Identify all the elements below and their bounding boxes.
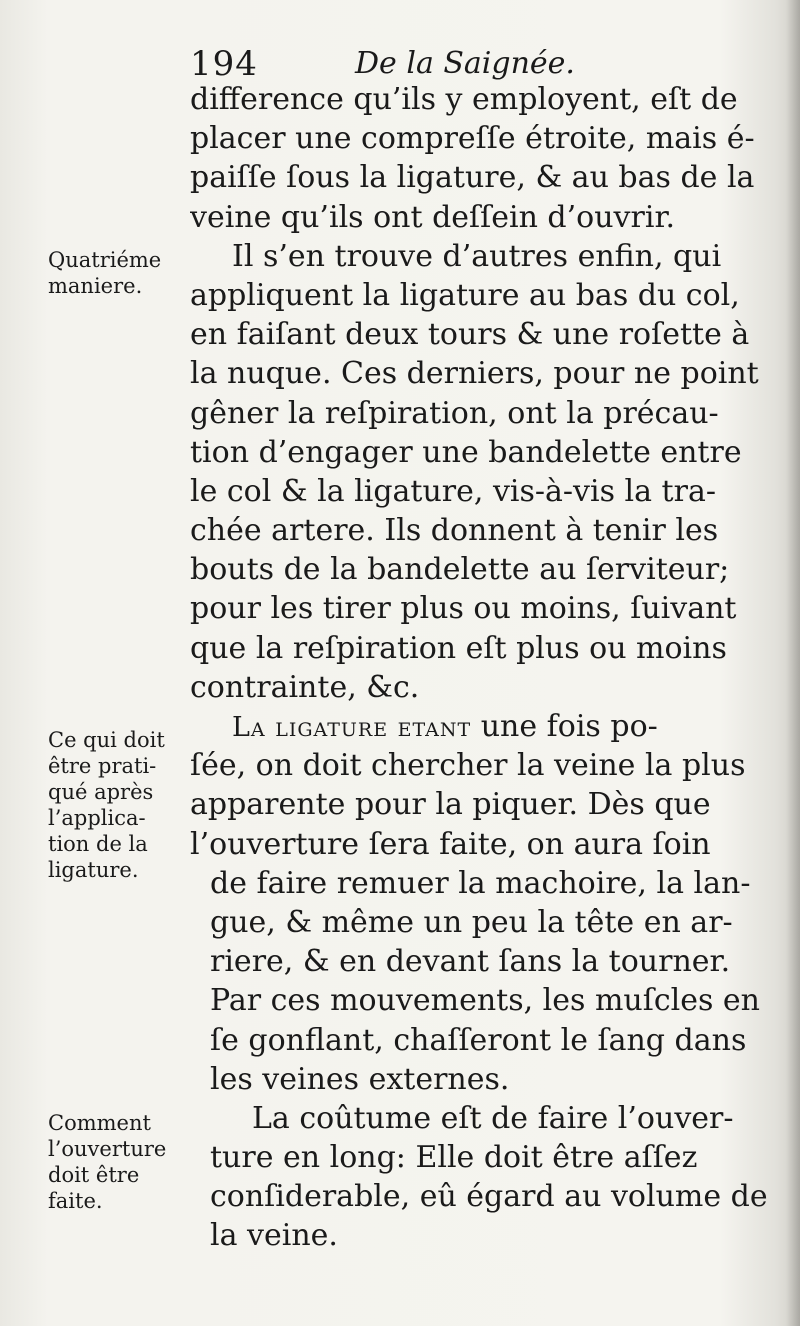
text-line: tion d’engager une bandelette entre: [190, 434, 742, 470]
text-line: gue, & même un peu la tête en ar-: [210, 904, 733, 940]
text-line: ſe gonflant, chaſſeront le ſang dans: [210, 1022, 747, 1058]
margin-note-line: faite.: [48, 1189, 103, 1213]
text-line: Par ces mouvements, les muſcles en: [210, 983, 760, 1019]
margin-note-line: l’applica-: [48, 806, 146, 830]
text-line: chée artere. Ils donnent à tenir les: [190, 513, 719, 549]
margin-note-line: doit être: [48, 1163, 140, 1187]
text-line: la veine.: [210, 1218, 338, 1254]
margin-note-comment: [48, 1110, 198, 1214]
text-line: l’ouverture ſera faite, on aura ſoin: [190, 826, 711, 862]
page-edge-shadow: [786, 0, 800, 1326]
text-line: paiſſe ſous la ligature, & au bas de la: [190, 160, 755, 196]
margin-note-line: ligature.: [48, 858, 139, 882]
text-line: bouts de la bandelette au ſerviteur;: [190, 552, 730, 588]
text-line: Il s’en trouve d’autres enfin, qui: [232, 238, 722, 274]
text-line: ture en long: Elle doit être aſſez: [210, 1140, 698, 1176]
running-title: De la Saignée.: [355, 46, 575, 81]
text-line-rest: une fois po-: [480, 709, 658, 744]
smallcaps-lead: La ligature etant: [232, 712, 472, 743]
margin-note-ce-qui-doit: [48, 727, 198, 883]
margin-note-line: Quatriéme: [48, 248, 162, 272]
text-line: placer une compreſſe étroite, mais é-: [190, 121, 755, 157]
page-number: 194: [190, 44, 258, 84]
margin-note-line: maniere.: [48, 274, 143, 298]
text-line: la nuque. Ces derniers, pour ne point: [190, 356, 759, 392]
text-line: en faiſant deux tours & une roſette à: [190, 317, 750, 353]
text-line: pour les tirer plus ou moins, ſuivant: [190, 591, 737, 627]
text-line: appliquent la ligature au bas du col,: [190, 277, 740, 313]
text-line: que la reſpiration eſt plus ou moins: [190, 630, 727, 666]
text-line: La coûtume eſt de faire l’ouver-: [252, 1100, 734, 1136]
text-line: gêner la reſpiration, ont la précau-: [190, 395, 719, 431]
bleed-through-text: [30, 300, 180, 720]
margin-note-line: être prati-: [48, 754, 157, 778]
margin-note-line: tion de la: [48, 832, 148, 856]
text-line: conſiderable, eû égard au volume de: [210, 1179, 768, 1215]
text-line: apparente pour la piquer. Dès que: [190, 787, 711, 823]
text-line: contrainte, &c.: [190, 669, 420, 705]
margin-note-line: qué après: [48, 780, 154, 804]
text-line: [190, 707, 770, 746]
margin-note-quatrieme: [48, 247, 198, 299]
margin-note-line: l’ouverture: [48, 1137, 167, 1161]
text-line: ſée, on doit chercher la veine la plus: [190, 748, 746, 784]
text-line: riere, & en devant ſans la tourner.: [210, 944, 731, 980]
text-line: veine qu’ils ont deſſein d’ouvrir.: [190, 199, 676, 235]
text-line: de faire remuer la machoire, la lan-: [210, 865, 751, 901]
text-line: difference qu’ils y employent, eſt de: [190, 82, 738, 117]
margin-note-line: Comment: [48, 1111, 151, 1135]
margin-note-line: Ce qui doit: [48, 728, 165, 752]
text-line: les veines externes.: [210, 1061, 510, 1097]
text-line: le col & la ligature, vis-à-vis la tra-: [190, 473, 716, 509]
main-text: [190, 80, 770, 1256]
